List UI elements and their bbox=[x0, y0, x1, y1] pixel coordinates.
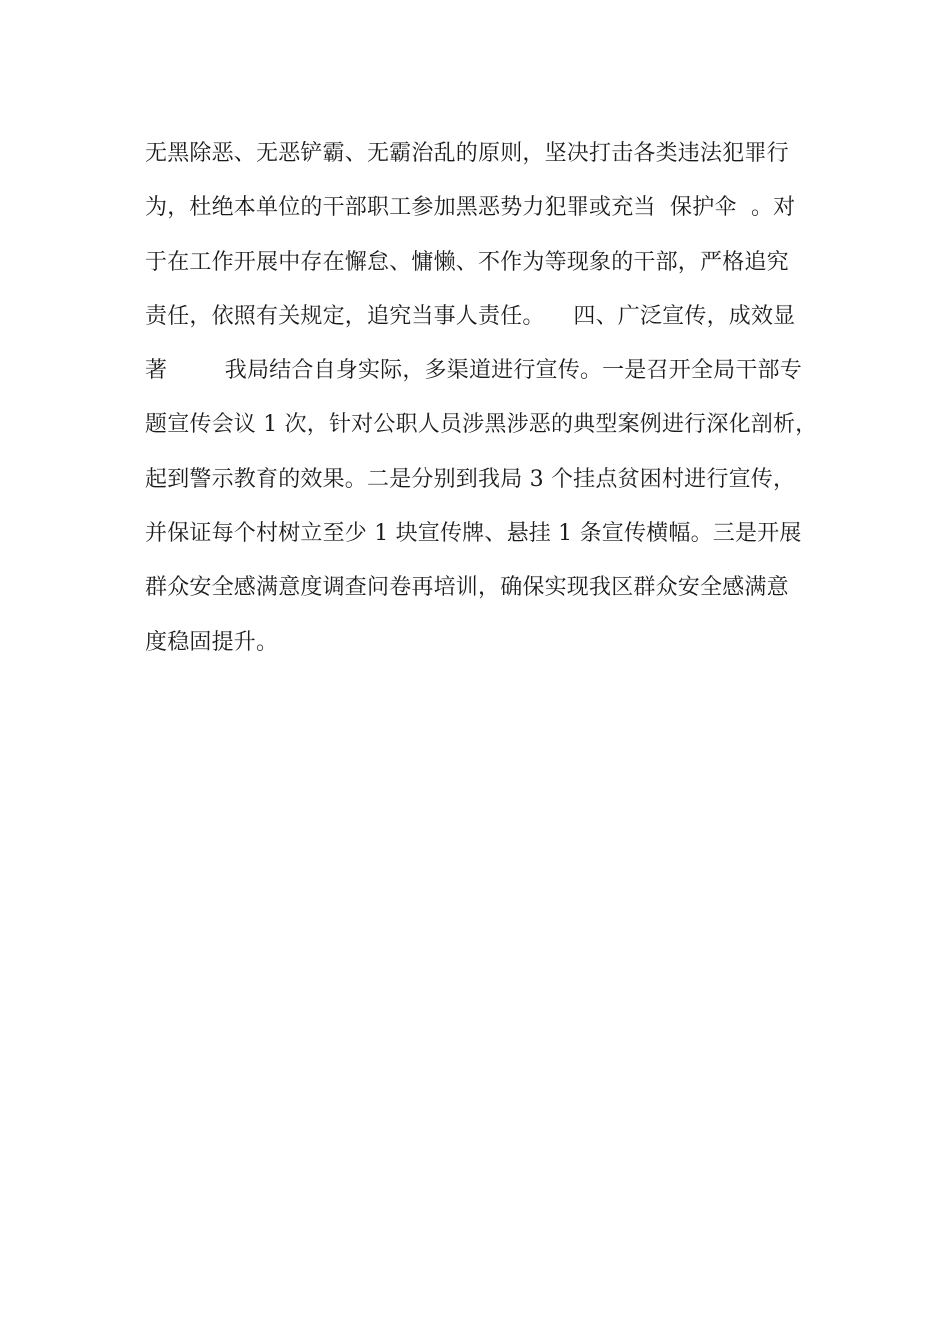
text-line: 无黑除恶、无恶铲霸、无霸治乱的原则，坚决打击各类违法犯罪行 bbox=[145, 141, 789, 166]
text-line: 著 我局结合自身实际，多渠道进行宣传。一是召开全局干部专 bbox=[145, 358, 802, 384]
text-line: 于在工作开展中存在懈怠、慵懒、不作为等现象的干部，严格追究 bbox=[145, 249, 789, 275]
text-line: 题宣传会议 1 次，针对公职人员涉黑涉恶的典型案例进行深化剖析， bbox=[145, 412, 818, 438]
text-line: 责任，依照有关规定，追究当事人责任。 四、广泛宣传，成效显 bbox=[145, 303, 796, 329]
text-line: 起到警示教育的效果。二是分别到我局 3 个挂点贫困村进行宣传， bbox=[145, 466, 796, 492]
text-line: 度稳固提升。 bbox=[145, 629, 279, 655]
body-text bbox=[145, 135, 845, 678]
text-line: 群众安全感满意度调查问卷再培训，确保实现我区群众安全感满意 bbox=[145, 575, 789, 601]
text-line: 为，杜绝本单位的干部职工参加黑恶势力犯罪或充当 保护伞 。对 bbox=[145, 195, 796, 221]
text-line: 并保证每个村树立至少 1 块宣传牌、悬挂 1 条宣传横幅。三是开展 bbox=[145, 521, 802, 547]
